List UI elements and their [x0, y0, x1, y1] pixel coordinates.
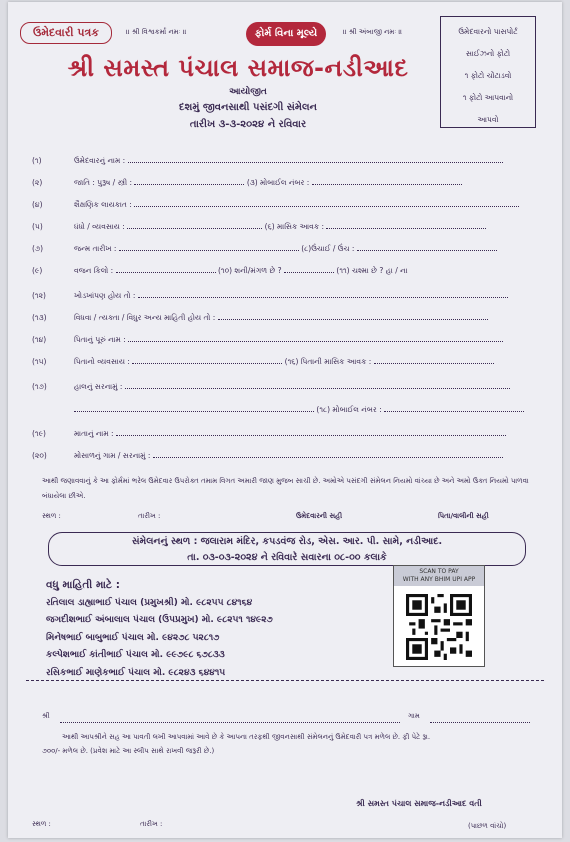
field-label: (૮)ઉંચાઈ / ઉંચ : [301, 244, 355, 253]
form-page [8, 2, 562, 838]
blank-line[interactable] [127, 220, 262, 229]
field-label: (૧૦) શની/મંગળ છે ? [217, 266, 282, 275]
contact-row: રતિલાલ ડાહ્યાભાઈ પંચાલ (પ્રમુખશ્રી) મો. ૯૮૨૫૫ ૮૪૧૬૪ [46, 597, 253, 608]
field-label: જન્મ તારીખ : [74, 244, 117, 253]
upi-qr-panel[interactable] [393, 565, 485, 667]
receipt-text: આથી આપશ્રીને સહ આ પાવતી લખી આપવામાં આવે છે કે આપના તરફથી જીવનસાથી સંમેલનનું ઉમેદવારી પત્ર મળેલ છે. ફી પેટે રૂા. [62, 733, 431, 741]
blank-line[interactable] [128, 154, 503, 163]
organized-label: આયોજીત [229, 87, 267, 97]
blank-line[interactable] [116, 427, 506, 436]
field-number: (૪) [32, 200, 43, 209]
blank-line[interactable] [218, 311, 488, 320]
field-row [32, 380, 538, 394]
blank-line[interactable] [374, 355, 494, 364]
field-row [32, 154, 538, 168]
field-number: (૧) [32, 156, 42, 165]
receipt-name-blank[interactable] [60, 714, 400, 723]
field-label: જાતિ : પુરૂષ / સ્ત્રી : [74, 178, 133, 187]
blank-line[interactable] [74, 403, 314, 412]
scan-title: SCAN TO PAY [419, 568, 459, 575]
photo-box [440, 16, 536, 128]
page-title: શ્રી સમસ્ત પંચાલ સમાજ-નડીઆદ [67, 54, 409, 82]
receipt-fee-text: ૭૦૦/- મળેલ છે. (પ્રવેશ માટે આ સ્લીપ સાથે રાખવી જરૂરી છે.) [42, 747, 215, 755]
photo-line: ઉમેદવારનો પાસપોર્ટ [458, 27, 518, 36]
read-overleaf-note: (પાછળ વાંચો) [468, 822, 507, 830]
scan-heading [394, 566, 484, 586]
contact-row: રસિકભાઈ માણેકભાઈ પંચાલ મો. ૯૮૨૪૩ ૬૪૪૧૫ [46, 667, 226, 678]
field-row [32, 333, 538, 347]
field-number: (૫) [32, 222, 43, 231]
field-number: (૧૫) [32, 357, 47, 366]
blank-line[interactable] [116, 264, 216, 273]
blank-line[interactable] [128, 333, 503, 342]
receipt-date-label: તારીખ : [140, 820, 163, 828]
field-number: (૨) [32, 178, 43, 187]
field-label: પિતાનો વ્યવસાય : [74, 357, 130, 366]
field-row [32, 311, 538, 325]
field-row [32, 264, 538, 278]
photo-line: ૧ ફોટો આપવાનો [462, 93, 514, 102]
photo-line: ૧ ફોટો ચોંટાડવો [464, 71, 512, 80]
field-row [32, 198, 538, 212]
receipt-village-label: ગામ [408, 712, 420, 720]
field-label: શૈક્ષણિક લાયકાત : [74, 200, 132, 209]
blank-line[interactable] [132, 355, 282, 364]
field-label: માતાનું નામ : [74, 429, 114, 438]
venue-line: સંમેલનનું સ્થળ : જલારામ મંદિર, કપડવંજ રોડ, એસ. આર. પી. સામે, નડીઆદ. [131, 536, 443, 547]
field-label: ધંધો / વ્યવસાય : [74, 222, 125, 231]
blank-line[interactable] [357, 242, 497, 251]
event-date: તારીખ ૩-૩-૨૦૨૪ ને રવિવાર [189, 119, 307, 130]
receipt-org-sign: શ્રી સમસ્ત પંચાલ સમાજ-નડીઆદ વતી [356, 799, 482, 808]
field-row [32, 427, 538, 441]
field-number: (૧૭) [32, 382, 47, 391]
field-label: (૧૧) ચશ્મા છે ? હા / ના [336, 266, 408, 275]
contact-row: જગદીશભાઈ અંબાલાલ પંચાલ (ઉપપ્રમુખ) મો. ૯૮૨૫૧ ૧૪૯૨૭ [46, 615, 273, 625]
field-label: ખોડખાંપણ હોય તો : [74, 291, 136, 300]
field-label: વજન કિલો : [74, 266, 114, 275]
field-label: ઉમેદવારનું નામ : [74, 156, 126, 165]
field-number: (૧૪) [32, 335, 47, 344]
field-row [32, 220, 538, 234]
field-number: (૭) [32, 244, 44, 253]
blank-line[interactable] [312, 176, 462, 185]
blank-line[interactable] [153, 449, 503, 458]
field-label: (૬) માસિક આવક : [264, 222, 325, 231]
blank-line[interactable] [284, 264, 334, 273]
field-number: (૧૯) [32, 429, 46, 438]
qr-code-icon [406, 594, 472, 660]
contact-row: મિનેષભાઈ બાબુભાઈ પંચાલ મો. ૯૪૨૭૮ ૫૨૮૧૭ [46, 632, 220, 643]
field-row [32, 289, 538, 303]
field-label: પિતાનું પૂરું નામ : [74, 335, 126, 344]
parent-signature-label: પિતા/વાલીની સહી [438, 512, 489, 520]
field-number: (૯) [32, 266, 43, 275]
receipt-village-blank[interactable] [430, 714, 530, 723]
mantra-left: ॥ શ્રી વિશ્વકર્મા નમઃ ॥ [126, 28, 187, 36]
place-label: સ્થળ : [42, 512, 61, 520]
photo-line: આપવો [477, 115, 499, 124]
photo-line: સાઈઝનો ફોટો [465, 49, 511, 58]
field-label: (૧૮) મોબાઈલ નંબર : [316, 405, 382, 414]
venue-time: તા. ૦૩-૦૩-૨૦૨૪ ને રવિવારે સવારના ૦૮-૦૦ કલાકે [187, 552, 387, 563]
blank-line[interactable] [384, 403, 524, 412]
field-number: (૧૨) [32, 291, 46, 300]
contact-row: કલ્પેશભાઈ કાંતીભાઈ પંચાલ મો. ૯૯૭૯૮ ૬૭૮૩૩ [46, 650, 225, 660]
field-label: વિધવા / ત્યક્તા / વિધુર અન્ય માહિતી હોય તો : [74, 313, 216, 322]
field-number: (૨૦) [32, 451, 47, 460]
field-number: (૧૩) [32, 313, 47, 322]
receipt-place-label: સ્થળ : [32, 820, 51, 828]
field-label: (૧૬) પિતાની માસિક આવક : [284, 357, 372, 366]
field-row [32, 403, 538, 417]
field-label: (૩) મોબાઈલ નંબર : [246, 178, 310, 187]
contacts-block [46, 577, 273, 682]
declaration-text: આથી જણાવવાનું કે આ ફોર્મમાં ભરેલ ઉમેદવાર ઉપરોક્ત તમામ વિગત અમારી જાણ મુજબ સાચી છે. અમોએ પસંદગી સંમેલન નિયમો વાંચ્યા છે અને અમો ઉક્ત નિયમો પાળવા બંધાયેલા છીએ. [42, 477, 529, 500]
date-label: તારીખ : [138, 512, 161, 520]
candidate-signature-label: ઉમેદવારની સહી [296, 512, 343, 520]
contacts-heading: વધુ માહિતી માટે : [46, 579, 120, 591]
mantra-right: ॥ શ્રી અંબાજી નમઃ ॥ [343, 28, 403, 36]
candidate-form-badge: ઉમેદવારી પત્રક [20, 22, 112, 44]
field-row [32, 176, 538, 190]
field-label: મોસાળનું ગામ / સરનામું : [74, 451, 151, 460]
event-name: દશમું જીવનસાથી પસંદગી સંમેલન [179, 102, 317, 113]
blank-line[interactable] [134, 198, 519, 207]
tear-line [26, 680, 544, 681]
receipt-shri-label: શ્રી [42, 712, 50, 720]
field-row [32, 449, 538, 463]
venue-box [48, 532, 526, 566]
field-label: હાલનું સરનામું : [74, 382, 123, 391]
blank-line[interactable] [125, 380, 510, 389]
blank-line[interactable] [138, 289, 508, 298]
scan-subtitle: WITH ANY BHIM UPI APP [402, 576, 476, 583]
field-row [32, 355, 538, 369]
field-row [32, 242, 538, 256]
blank-line[interactable] [119, 242, 299, 251]
blank-line[interactable] [326, 220, 486, 229]
blank-line[interactable] [134, 176, 244, 185]
free-form-badge: ફોર્મ વિના મૂલ્યે [246, 22, 326, 46]
